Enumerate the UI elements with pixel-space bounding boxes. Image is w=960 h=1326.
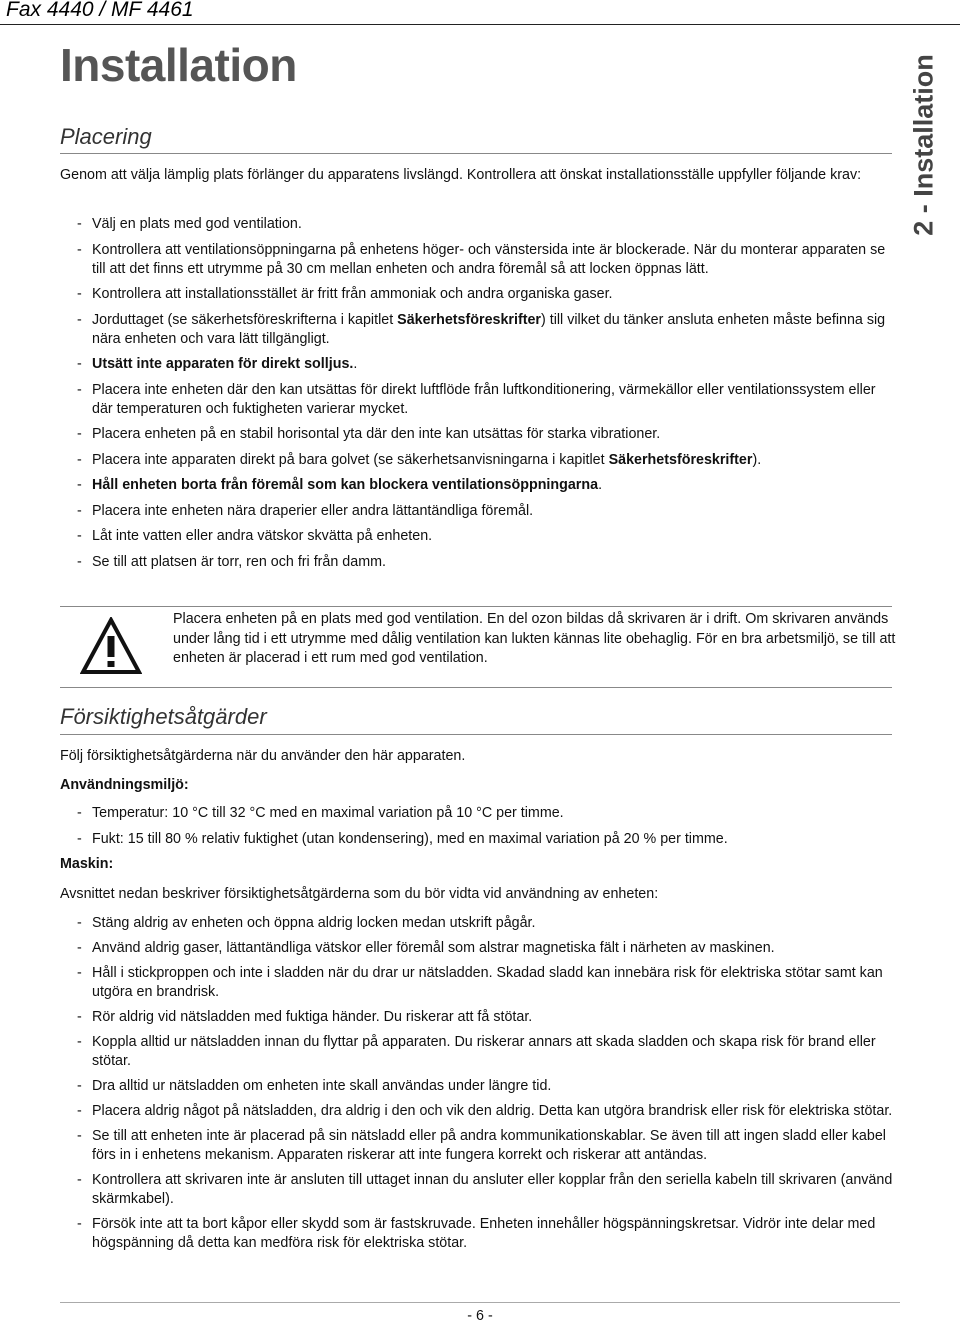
list-item: - Jorduttaget (se säkerhetsföreskrifterna i kapitlet Säkerhetsföreskrifter) till vilket du tänker ansluta enheten måste befinna sig nära enheten och vara lätt tillgängligt. bbox=[77, 311, 897, 349]
list-item: - Stäng aldrig av enheten och öppna aldrig locken medan utskrift pågår. bbox=[77, 914, 897, 933]
warning-rule-top bbox=[60, 606, 892, 607]
document-header-title: Fax 4440 / MF 4461 bbox=[6, 0, 194, 21]
list-item: - Placera inte enheten där den kan utsättas för direkt luftflöde från luftkonditionering, värmekällor eller ventilationssystem eller där temperaturen och fuktigheten varierar mycket. bbox=[77, 381, 897, 419]
warning-rule-bottom bbox=[60, 687, 892, 688]
env-heading: Användningsmiljö: bbox=[60, 777, 189, 793]
list-item: - Rör aldrig vid nätsladden med fuktiga händer. Du riskerar att få stötar. bbox=[77, 1008, 897, 1027]
chapter-side-label bbox=[900, 40, 948, 250]
page-number: - 6 - bbox=[467, 1308, 493, 1324]
list-item: - Kontrollera att installationsstället är fritt från ammoniak och andra organiska gaser. bbox=[77, 285, 897, 304]
placering-requirements-list bbox=[77, 215, 897, 578]
list-item: - Använd aldrig gaser, lättantändliga vätskor eller föremål som alstrar magnetiska fält i närheten av maskinen. bbox=[77, 939, 897, 958]
forsiktighet-intro: Följ försiktighetsåtgärderna när du använder den här apparaten. bbox=[60, 748, 466, 764]
list-item: - Temperatur: 10 °C till 32 °C med en maximal variation på 10 °C per timme. bbox=[77, 804, 897, 823]
machine-list bbox=[77, 914, 897, 1259]
chapter-side-label-text: 2 - Installation bbox=[908, 54, 939, 236]
list-item: - Placera inte apparaten direkt på bara golvet (se säkerhetsanvisningarna i kapitlet Säkerhetsföreskrifter). bbox=[77, 451, 897, 470]
list-item: - Håll enheten borta från föremål som kan blockera ventilationsöppningarna. bbox=[77, 476, 897, 495]
page-title: Installation bbox=[60, 39, 297, 91]
env-list bbox=[77, 804, 897, 855]
footer-divider bbox=[60, 1302, 900, 1303]
list-item: - Låt inte vatten eller andra vätskor skvätta på enheten. bbox=[77, 527, 897, 546]
list-item: - Placera enheten på en stabil horisontal yta där den inte kan utsättas för starka vibrationer. bbox=[77, 425, 897, 444]
header-divider bbox=[0, 24, 960, 25]
list-item: - Placera inte enheten nära draperier eller andra lättantändliga föremål. bbox=[77, 502, 897, 521]
list-item: - Fukt: 15 till 80 % relativ fuktighet (utan kondensering), med en maximal variation på 20 % per timme. bbox=[77, 830, 897, 849]
list-item: - Kontrollera att ventilationsöppningarna på enhetens höger- och vänstersida inte är blockerade. När du monterar apparaten se till att det finns ett utrymme på 30 cm mellan enheten och andra föremål så att locken öppnas lätt. bbox=[77, 241, 897, 279]
machine-intro: Avsnittet nedan beskriver försiktighetsåtgärderna som du bör vidta vid användning av enheten: bbox=[60, 886, 659, 902]
list-item: - Se till att enheten inte är placerad på sin nätsladd eller på andra kommunikationskablar. Se även till att ingen sladd eller kabel förs in i enhetens mekanism. Apparaten riskerar att inte fungera korrekt och riskerar att antändas. bbox=[77, 1127, 897, 1165]
list-item: - Håll i stickproppen och inte i sladden när du drar ur nätsladden. Skadad sladd kan innebära risk för elektriska stötar samt kan utgöra en brandrisk. bbox=[77, 964, 897, 1002]
machine-heading: Maskin: bbox=[60, 856, 114, 872]
list-item: - Utsätt inte apparaten för direkt solljus.. bbox=[77, 355, 897, 374]
list-item: - Dra alltid ur nätsladden om enheten inte skall användas under längre tid. bbox=[77, 1077, 897, 1096]
section-heading-placering: Placering bbox=[60, 124, 152, 149]
section-heading-forsiktighet: Försiktighetsåtgärder bbox=[60, 704, 267, 729]
placering-intro: Genom att välja lämplig plats förlänger du apparatens livslängd. Kontrollera att önskat installationsställe uppfyller följande krav: bbox=[60, 167, 862, 183]
list-item: - Se till att platsen är torr, ren och fri från damm. bbox=[77, 553, 897, 572]
list-item: - Placera aldrig något på nätsladden, dra aldrig i den och vik den aldrig. Detta kan utgöra brandrisk eller risk för elektriska stötar. bbox=[77, 1102, 897, 1121]
list-item: - Koppla alltid ur nätsladden innan du flyttar på apparaten. Du riskerar annars att skada sladden och skapa risk för brand eller stötar. bbox=[77, 1033, 897, 1071]
list-item: - Kontrollera att skrivaren inte är ansluten till uttaget innan du ansluter eller kopplar från den seriella kabeln till skrivaren (använd skärmkabel). bbox=[77, 1171, 897, 1209]
list-item: - Välj en plats med god ventilation. bbox=[77, 215, 897, 234]
section-rule-placering bbox=[60, 153, 892, 154]
warning-text: Placera enheten på en plats med god ventilation. En del ozon bildas då skrivaren är i drift. Om skrivaren används under lång tid i ett utrymme med dålig ventilation kan lukten kännas lite obehaglig. För en bra arbetsmiljö, se till att enheten är placerad i ett rum med god ventilation. bbox=[173, 611, 896, 666]
section-rule-forsiktighet bbox=[60, 734, 892, 735]
warning-triangle-icon bbox=[80, 617, 142, 675]
list-item: - Försök inte att ta bort kåpor eller skydd som är fastskruvade. Enheten innehåller högspänningskretsar. Vidrör inte delar med högspänning då detta kan medföra risk för elektriska stötar. bbox=[77, 1215, 897, 1253]
